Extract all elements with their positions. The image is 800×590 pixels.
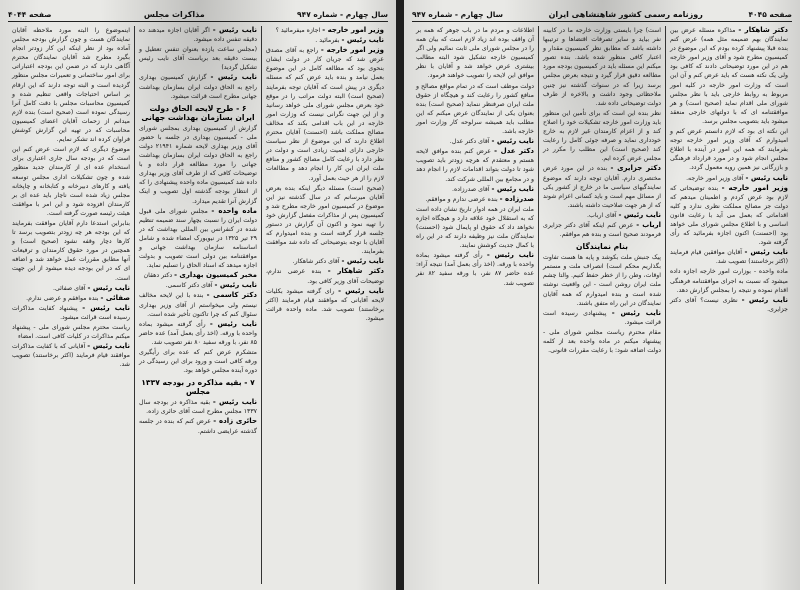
- paragraph-text: مجلس شورای ملی قبول دولت ایران را نسبت بچهار سند ضمیمه تنظیم شده در کنفرانس بین المللی بهداشت که در ۲۹ تیر ۱۳۲۵ در نیویورک امضاء شده و شامل اساسنامه سازمان بهداشت جهانی و موافقتنامه بین دولی است تصویب و بدولت اجازه میدهد که اسناد الحاق را تسلیم نماید.: [139, 207, 258, 270]
- paragraph-text: (صحیح است) مسئله دیگر اینکه بنده بعرض آقایان میرسانم که در سال گذشته نیز این موضوع در کمیسیون امور خارجه مطرح شد و کمیسیون پس از مذاکرات مفصل گزارش خود را تهیه نمود و اکنون آن گزارش در دستور جلسه قرار گرفته است و بنده امیدوارم که آقایان با توجه بتوضیحاتی که داده شد موافقت بفرمایند.: [266, 184, 384, 256]
- paragraph-text: آقای وزیر امور خارجه.: [686, 174, 744, 182]
- text-column: [134, 26, 261, 584]
- issue-info: سال چهارم - شماره ۹۴۷: [412, 10, 503, 19]
- paragraph: [416, 205, 534, 250]
- speaker-name: نایب رئیس -: [341, 257, 384, 266]
- paragraph-text: بنده در این مورد عرض مختصری دارم. آقایان توجه دارند که موضوع نمایندگیهای سیاسی ما در خارج از کشور یکی از مسائل مهم است و باید کسانی اعزام شوند که از هر جهت صلاحیت داشته باشند.: [543, 165, 661, 209]
- paragraph-text: بنده توضیحاتی که لازم بود عرض کردم و اطمینان میدهم که دولت جز مصالح مملکت نظری ندارد و کلیه اقداماتی که بعمل می آید با رعایت قانون اساسی و با اطلاع مجلس شورای ملی خواهد بود (احسنت) اکنون اجازه بفرمائید که رأی گرفته شود.: [670, 184, 788, 247]
- speaker-name: نایب رئیس -: [611, 308, 661, 317]
- paragraph-text: نظر بنده این است که برای تأمین این منظور باید وزارت امور خارجه تشکیلات خود را اصلاح کند و از اعزام کارمندان غیر لازم به خارج خودداری نماید و صرفه جوئی کامل را رعایت کند (صحیح است) این مطلب را مکرر در مجلس عرض کرده ایم.: [543, 109, 661, 163]
- paragraph-text: ریاست محترم مجلس شورای ملی - پیشنهاد میکنم مذاکرات در کلیات کافی است. امضاء: [12, 324, 130, 341]
- speaker-name: نایب رئیس -: [341, 36, 384, 45]
- paragraph-text: رأی گرفته میشود بماده واحده با ورقه. (اخذ رأی بعمل آمد) عده حاضر ۸۵ نفر، با ورقه سفید ۸۰ نفر تصویب شد.: [139, 320, 257, 346]
- paragraph-text: بفرمائید .: [315, 37, 340, 45]
- speaker-name: دکتر کاسمی -: [206, 291, 257, 300]
- paragraph-text: بنده عرضی ندارم، توضیحات آقای وزیر کافی بود.: [266, 268, 384, 285]
- paragraph-text: آقایانی که با کفایت مذاکرات موافقند قیام فرمایند (اکثر برخاستند) تصویب شد.: [12, 343, 130, 369]
- speaker-name: نایب رئیس -: [338, 286, 384, 295]
- paragraph-text: گزارش کمیسیون بهداری راجع به الحاق دولت ایران بسازمان بهداشت جهانی مطرح است قرائت میشود.: [139, 74, 257, 100]
- speaker-name: نایب رئیس -: [744, 248, 788, 257]
- speaker-name: ماده واحده -: [211, 206, 257, 215]
- paragraph-text: آقای صفائی.: [53, 284, 86, 292]
- speaker-name: ارباب -: [636, 220, 661, 229]
- speaker-name: دکتر عدل -: [494, 147, 534, 156]
- paragraph-text: راجع به آقای مصدق عرض شد که جریان کار در دولت ایشان بنحوی بود که مطالعه کامل در این موضوع بعمل نیامد و بنده باید عرض کنم که مسئله دیگری در پیش است که آقایان توجه بفرمایند (صحیح است) البته دولت مراتب را در موقع خود بعرض مجلس شورای ملی خواهد رسانید و از این جهت نگرانی نیست که وزارت امور خارجه در این باب اقدامی بکند که مخالف مصالح مملکت باشد (احسنت) آقایان محترم اطلاع دارند که این موضوع از نظر سیاست خارجی دارای اهمیت زیادی است و دولت در نظر دارد با رعایت کامل مصالح کشور و منافع ملت ایران این کار را انجام دهد و مطالعات لازم را از هر حیث بعمل آورد.: [266, 47, 384, 182]
- paragraph: [139, 417, 257, 435]
- section-title: مذاکرات مجلس: [143, 10, 205, 19]
- paragraph: [543, 253, 661, 308]
- section-heading: بنام نمایندگان: [576, 242, 628, 252]
- paragraph-text: نظری نیست؟ آقای دکتر جزایری.: [670, 296, 788, 313]
- paragraph-text: گزارش از کمیسیون بهداری بمجلس شورای ملی - کمیسیون بهداری در جلسه با حضور آقای وزیر بهداری لایحه شماره ۲۱۹۴۱ دولت راجع به الحاق دولت ایران بسازمان بهداشت جهانی را مورد مطالعه قرار داده و با توضیحات کافی که از طرف آقای وزیر بهداری داده شد کمیسیون ماده واحده پیشنهادی را که از انتظار بودجه گذشته اول تصویب و اینک گزارش آنرا تقدیم میدارد.: [139, 124, 257, 205]
- paragraph-text: پیشنهاد کفایت مذاکرات رسیده است قرائت میشود.: [12, 304, 130, 321]
- issue-info: سال چهارم - شماره ۹۴۷: [297, 10, 388, 19]
- paragraph-text: عرض کنم اینکه آقای دکتر جزایری فرمودند صحیح است و بنده هم موافقم.: [543, 221, 661, 239]
- text-column: [8, 26, 134, 584]
- paragraph-text: بنابراین استدعا دارم آقایان موافقت بفرمایند که این بودجه هر چه زودتر بتصویب برسد تا کارها دچار وقفه نشود (صحیح است) و همچنین در مورد حقوق کارمندان و ترفیعات آنها مطابق مقررات عمل خواهد شد و اضافه ای که در این بودجه دیده میشود از این جهت است.: [12, 219, 130, 282]
- speaker-name: نایب رئیس -: [209, 319, 257, 328]
- paragraph: [266, 184, 384, 257]
- paragraph: [12, 342, 130, 369]
- paragraph-text: عرض کنم بنده موافق لایحه هستم و معتقدم که هرچه زودتر باید تصویب شود تا دولت بتواند اقدامات لازم را انجام دهد و در مجامع بین المللی شرکت کند.: [416, 148, 534, 183]
- paragraph: [266, 267, 384, 285]
- speaker-name: نایب رئیس -: [491, 184, 534, 193]
- paragraph: [266, 46, 384, 182]
- paragraph: [12, 26, 130, 144]
- paragraph: [416, 251, 534, 287]
- paragraph-text: عرض کنم که بنده در جلسه گذشته عرایضی داشتم.: [139, 418, 257, 435]
- paragraph-text: بنده عرضی ندارم و موافقم.: [425, 195, 498, 203]
- paragraph-text: بنده موافقم و عرضی ندارم.: [26, 294, 99, 302]
- paragraph-text: موضوع دیگری که لازم است عرض کنم این است که در بودجه سال جاری اعتباری برای استخدام عده ای از کارمندان جدید منظور شده و چون تشکیلات اداری مجلس توسعه یافته و کارهای دبیرخانه و کتابخانه و چاپخانه مجلس زیاد شده است ناچار باید عده ای بر کارمندان افزوده شود و این امر با موافقت هیئت رئیسه صورت گرفته است.: [12, 146, 130, 217]
- speaker-name: نایب رئیس -: [741, 295, 788, 304]
- speaker-name: نایب رئیس -: [87, 283, 130, 292]
- paragraph: [266, 26, 384, 35]
- columns: [8, 26, 388, 584]
- text-column: [538, 26, 665, 584]
- paragraph: [139, 398, 257, 416]
- paragraph: [139, 320, 257, 347]
- paragraph: [543, 164, 661, 209]
- speaker-name: صفائی -: [100, 293, 130, 302]
- speaker-name: نایب رئیس -: [618, 210, 661, 219]
- paragraph: [543, 309, 661, 327]
- paragraph-text: آقای صدرزاده.: [451, 185, 490, 193]
- paragraph: [12, 284, 130, 293]
- paragraph-text: اجازه میفرمائید ؟: [275, 27, 321, 34]
- paragraph-text: است) چرا بایستی وزارت خارجه ما در کابینه نفر بیاید و سایر تصرفات اقتضاها و ترتیبها داشته باشد که مطابق نظر کمیسیون مقدار و اعتبار کافی منظور شده باشد. بنده تصور میکنم این مسئله باید در کمیسیون بودجه مورد مطالعه دقیق قرار گیرد و نتیجه بعرض مجلس برسد زیرا که در سنوات گذشته نیز چنین ملاحظاتی وجود داشت و بالاخره از طرف دولت توضیحاتی داده شد.: [543, 27, 661, 107]
- section-heading: ۷ - بقیه مذاکره در بودجه ۱۳۳۷ مجلس: [141, 378, 255, 397]
- speaker-name: دکتر جزایری -: [610, 164, 661, 173]
- paragraph: [139, 348, 257, 375]
- speaker-name: صدرزاده -: [499, 194, 534, 203]
- section-heading: ۶ - طرح لایحه الحاق دولت ایران بسازمان بهداشت جهانی: [141, 103, 255, 122]
- paragraph: [266, 257, 384, 266]
- paragraph-text: بقیه مذاکره در بودجه سال ۱۳۳۷ مجلس مطرح است آقای حائری زاده.: [139, 399, 257, 416]
- paragraph: [416, 137, 534, 146]
- paragraph-text: بنده با این لایحه مخالف نیستم ولی میخواستم از آقای وزیر بهداری سئوال کنم که چرا تاکنون تأخیر شده است.: [139, 292, 257, 318]
- paragraph-text: رأی گرفته میشود بماده واحده با ورقه. (اخذ رأی بعمل آمد) نتیجه آراء: عده حاضر ۸۷ نفر، با ورقه سفید ۸۲ نفر تصویب شد.: [416, 252, 535, 287]
- page-header: [412, 8, 792, 22]
- page-number: صفحه ۴۰۴۴: [8, 10, 52, 19]
- speaker-name: نایب رئیس -: [212, 26, 258, 34]
- speaker-name: نایب رئیس -: [491, 137, 534, 146]
- paragraph-text: اینموضوع را البته مورد ملاحظه آقایان نمایندگان هست و چون گزارش بودجه مجلس آماده بود از نظر اینکه این کار زودتر انجام بگیرد مطرح شد آقایان نمایندگان محترم آگاهی دارند که در ضمن این بودجه اعتباراتی برای امور ساختمانی و تعمیرات مجلس منظور گردیده است و البته توجه دارند که این ارقام بر اساس احتیاجات واقعی تنظیم شده و کمیسیون محاسبات مجلس با دقت کامل آنرا رسیدگی نموده است (صحیح است) بنده لازم میدانم از زحمات آقایان اعضای کمیسیون محاسبات که در تهیه این گزارش کوشش فراوان کرده اند تشکر نمایم.: [12, 27, 130, 144]
- paragraph-text: آقای ارباب.: [587, 211, 617, 219]
- speaker-name: وزیر امور خارجه -: [320, 46, 384, 55]
- paragraph: [670, 267, 788, 294]
- paragraph: [670, 174, 788, 183]
- newspaper-title: روزنامه رسمی کشور شاهنشاهی ایران: [548, 10, 703, 19]
- paragraph: [266, 287, 384, 323]
- right-page: [404, 0, 800, 590]
- paragraph-text: مقام محترم ریاست مجلس شورای ملی - پیشنهاد میکنم در ماده واحده بعد از کلمه دولت اضافه شود: با رعایت مقررات قانونی.: [543, 328, 661, 355]
- paragraph: [139, 271, 257, 280]
- speaker-name: نایب رئیس -: [212, 398, 257, 407]
- speaker-name: نایب رئیس -: [210, 73, 257, 82]
- text-column: [261, 26, 388, 584]
- paragraph-text: این نکته ای بود که لازم دانستم عرض کنم و امیدوارم که آقای وزیر امور خارجه توجه بفرمایند که همه این امور در آینده با اطلاع مجلس انجام شود و در مورد قرارداد فرهنگی و بازرگانی نیز همین رویه معمول گردد.: [670, 128, 788, 172]
- paragraph-text: پیک جنبش ملت بکوشد و پایه ها هست تفاوت بگذاریم محکم است) انصراف ملت و مستمر اوقات، وطن را از خطر حفظ کنیم. والتا چشم ملت ایران روشن است - این واقعیت نوشته شده است و بنده امیدوارم که همه آقایان نمایندگان در این راه متفق باشند.: [543, 254, 661, 307]
- speaker-name: وزیر امور خارجه -: [322, 26, 384, 34]
- paragraph-text: اگر آقایان اجازه میدهند ده دقیقه تنفس داده میشود.: [139, 27, 257, 44]
- speaker-name: نایب رئیس -: [745, 173, 788, 182]
- paragraph: [139, 73, 257, 100]
- paragraph: [416, 26, 534, 81]
- paragraph: [670, 127, 788, 172]
- paragraph: [670, 296, 788, 314]
- paragraph: [139, 207, 257, 271]
- speaker-name: نایب رئیس -: [214, 281, 257, 290]
- paragraph: [670, 184, 788, 248]
- paragraph: [139, 45, 257, 72]
- speaker-name: دکتر شاهکار -: [738, 26, 788, 34]
- paragraph-text: دکتر دهقان: [143, 272, 173, 280]
- paragraph: [416, 185, 534, 194]
- page-header: [8, 8, 388, 22]
- paragraph: [12, 145, 130, 218]
- text-column: [665, 26, 792, 584]
- columns: [412, 26, 792, 584]
- paragraph: [416, 195, 534, 204]
- paragraph-text: آقای دکتر شاهکار.: [292, 258, 340, 266]
- paragraph: [266, 36, 384, 45]
- paragraph: [139, 26, 257, 44]
- page-number: صفحه ۴۰۴۵: [748, 10, 792, 19]
- speaker-name: نایب رئیس -: [87, 342, 130, 351]
- paragraph: [139, 291, 257, 318]
- paragraph-text: آقای دکتر عدل.: [449, 138, 490, 146]
- paragraph: [12, 304, 130, 322]
- paragraph-text: (مجلس ساعت یازده بعنوان تنفس تعطیل و بیست دقیقه بعد بریاست آقای نایب رئیس تشکیل گردید): [139, 46, 257, 72]
- paragraph: [416, 147, 534, 183]
- paragraph-text: رای گرفته میشود بکلیات لایحه آقایانی که موافقند قیام فرمایند (اکثر برخاستند) تصویب شد. ماده واحده قرائت میشود.: [266, 287, 384, 322]
- paragraph: [670, 248, 788, 266]
- speaker-name: مخبر کمیسیون بهداری -: [174, 271, 257, 280]
- speaker-name: نایب رئیس -: [486, 251, 534, 260]
- paragraph: [416, 82, 534, 137]
- paragraph: [543, 26, 661, 108]
- paragraph: [543, 221, 661, 239]
- left-page: [0, 0, 396, 590]
- paragraph: [12, 294, 130, 303]
- paragraph: [543, 109, 661, 164]
- paragraph-text: پیشنهادی رسیده است قرائت میشود.: [543, 309, 661, 326]
- paragraph: [12, 323, 130, 341]
- paragraph-text: دولت موظف است که در تمام مواقع مصالح و منافع کشور را رعایت کند و هیچگاه از حقوق ملت ایران صرفنظر ننماید (صحیح است) بنده بعنوان یکی از نمایندگان عرض میکنم که این مطلب باید همیشه سرلوحه کار وزارت امور خارجه باشد.: [416, 82, 534, 136]
- paragraph-text: آقای دکتر کاسمی.: [165, 282, 213, 290]
- speaker-name: دکتر شاهکار -: [327, 267, 384, 276]
- text-column: [412, 26, 538, 584]
- paragraph-text: ملت ایران در همه ادوار تاریخ نشان داده است که به استقلال خود علاقه دارد و هیچگاه اجازه نخواهد داد که حقوق او پایمال شود (احسنت) نمایندگان ملت نیز وظیفه دارند که در این راه با کمال جدیت کوشش نمایند.: [416, 205, 534, 250]
- paragraph: [670, 26, 788, 126]
- paragraph: [12, 219, 130, 283]
- paragraph: [139, 124, 257, 206]
- paragraph-text: آقایان موافقین قیام فرمایند (اکثر برخاستند) تصویب شد.: [670, 249, 788, 266]
- paragraph-text: مذاکره مسئله عرض بین نمایندگان بهم ضمیمه مثل همه) عرض کنم بنده قبلا پیشنهاد کرده بودم که این موضوع در کمیسیون مطرح شود و آقای وزیر امور خارجه هم در این مورد توضیحاتی دادند که کافی بود ولی یک نکته هست که باید عرض کنم و آن این است که وزارت امور خارجه در کلیه امور مربوط به روابط خارجی باید با نظر مجلس شورای ملی اقدام نماید (صحیح است) و هر موافقتنامه ای که با دولتهای خارجی منعقد میشود باید بتصویب مجلس برسد.: [670, 27, 788, 125]
- paragraph-text: ماده واحده - بوزارت امور خارجه اجازه داده میشود که نسبت به اجرای موافقتنامه فرهنگی اقدام نموده و نتیجه را بمجلس گزارش دهد.: [670, 268, 788, 294]
- speaker-name: حائری زاده -: [213, 417, 257, 426]
- speaker-name: وزیر امور خارجه -: [721, 183, 789, 192]
- paragraph-text: متشکرم عرض کنم که عده برای رأیگیری ورقه کافی است و ورود برای این رسیدگی در دوره آینده مجلس خواهد بود.: [139, 349, 257, 375]
- paragraph: [543, 211, 661, 220]
- paragraph-text: اطلاعات و مردم ما در باب جوهر که همه بر آن واقف بوده اند زیاد لازم است که بیان همه را در مجلس شورای ملی ثابت نمائیم ولی اگر کمیسیون خارجه تشکیل شود البته مطالب بیشتری عرض خواهد شد و آقایان با نظر موافق این لایحه را تصویب خواهند فرمود.: [416, 27, 534, 80]
- paragraph: [543, 328, 661, 355]
- paragraph: [139, 281, 257, 290]
- speaker-name: نایب رئیس -: [82, 303, 130, 312]
